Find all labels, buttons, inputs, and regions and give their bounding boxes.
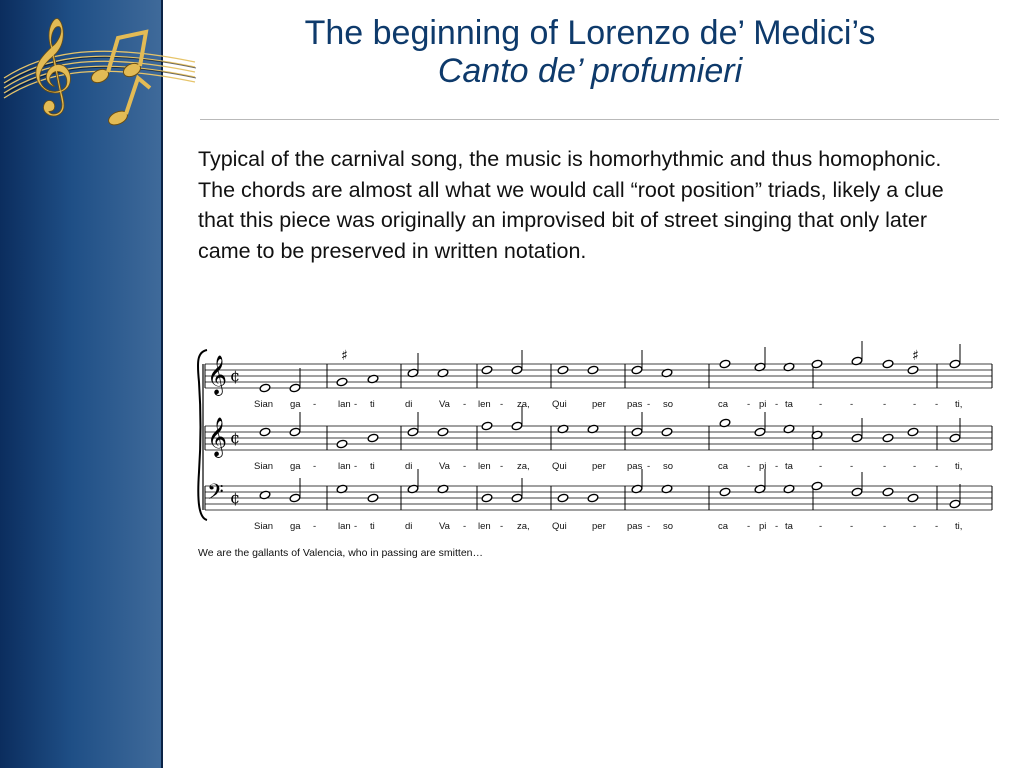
lyric-syllable: di xyxy=(405,461,413,472)
note-head xyxy=(259,427,271,437)
title-line-2: Canto de’ profumieri xyxy=(437,52,743,90)
note-head xyxy=(511,493,523,503)
bass-clef-icon: 𝄢 xyxy=(207,480,224,510)
lyric-syllable: per xyxy=(592,521,606,532)
lyric-syllable: Va xyxy=(439,521,450,532)
lyric-syllable: so xyxy=(663,521,674,532)
note-head xyxy=(367,493,379,503)
lyric-syllable: - xyxy=(850,521,854,532)
note-head xyxy=(949,433,961,443)
note-head xyxy=(336,377,348,387)
lyric-syllable: - xyxy=(500,461,504,472)
lyric-syllable: - xyxy=(935,521,939,532)
body-paragraph: Typical of the carnival song, the music is homorhythmic and thus homophonic. The chords are almost all what we would call “root position” triads, likely a clue that this piece was originally an improvised bit of street singing that only later came to be preserved in written notation. xyxy=(198,147,944,263)
note-head xyxy=(949,359,961,369)
lyric-syllable: za, xyxy=(517,521,530,532)
lyric-syllable: - xyxy=(883,461,887,472)
lyric-syllable: pas xyxy=(627,461,643,472)
lyric-syllable: lan xyxy=(338,399,351,410)
sharp-icon: ♯ xyxy=(341,348,348,364)
time-signature: ¢ xyxy=(230,428,241,447)
lyric-syllable: ti xyxy=(370,521,375,532)
lyric-syllable: - xyxy=(883,521,887,532)
lyric-syllable: len xyxy=(478,399,491,410)
lyric-syllable: - xyxy=(935,461,939,472)
note-head xyxy=(907,493,919,503)
lyric-syllable: - xyxy=(850,461,854,472)
note-head xyxy=(289,493,301,503)
note-head xyxy=(367,433,379,443)
note-head xyxy=(882,359,894,369)
lyric-syllable: Qui xyxy=(552,521,567,532)
lyric-syllable: Qui xyxy=(552,399,567,410)
lyric-syllable: - xyxy=(313,521,317,532)
time-signature: ¢ xyxy=(230,366,241,385)
note-head xyxy=(557,493,569,503)
lyric-syllable: lan xyxy=(338,521,351,532)
lyric-syllable: len xyxy=(478,521,491,532)
note-head xyxy=(851,433,863,443)
lyric-syllable: - xyxy=(913,521,917,532)
lyric-syllable: - xyxy=(313,399,317,410)
lyric-syllable: pi xyxy=(759,521,767,532)
lyric-syllable: Sian xyxy=(254,521,274,532)
lyric-syllable: - xyxy=(850,399,854,410)
lyric-syllable: ti, xyxy=(955,399,963,410)
lyric-syllable: so xyxy=(663,461,674,472)
lyric-syllable: - xyxy=(500,521,504,532)
lyric-syllable: - xyxy=(354,461,358,472)
lyric-syllable: - xyxy=(819,521,823,532)
lyric-syllable: - xyxy=(775,399,779,410)
lyric-syllable: ca xyxy=(718,521,729,532)
lyric-syllable: - xyxy=(747,461,751,472)
lyric-syllable: pi xyxy=(759,461,767,472)
lyric-syllable: - xyxy=(647,461,651,472)
lyric-syllable: - xyxy=(935,399,939,410)
note-head xyxy=(631,427,643,437)
lyric-syllable: - xyxy=(354,399,358,410)
note-head xyxy=(511,421,523,431)
note-head xyxy=(719,359,731,369)
title-line-1: The beginning of Lorenzo de’ Medici’s xyxy=(304,14,876,52)
note-head xyxy=(631,365,643,375)
note-head xyxy=(882,433,894,443)
note-head xyxy=(851,487,863,497)
treble-clef-icon: 𝄞 xyxy=(207,417,228,457)
translation-caption: We are the gallants of Valencia, who in passing are smitten… xyxy=(198,547,484,559)
lyric-syllable: - xyxy=(775,521,779,532)
lyric-syllable: ti xyxy=(370,461,375,472)
lyric-syllable: Sian xyxy=(254,399,274,410)
lyric-syllable: ti, xyxy=(955,461,963,472)
time-signature: ¢ xyxy=(230,488,241,507)
note-head xyxy=(907,365,919,375)
lyric-syllable: - xyxy=(313,461,317,472)
treble-clef-icon: 𝄞 xyxy=(207,355,228,395)
lyric-syllable: per xyxy=(592,461,606,472)
lyric-syllable: - xyxy=(819,399,823,410)
note-head xyxy=(661,427,673,437)
note-head xyxy=(289,383,301,393)
lyric-syllable: - xyxy=(354,521,358,532)
lyric-syllable: - xyxy=(747,399,751,410)
note-head xyxy=(587,365,599,375)
slide-title xyxy=(200,14,980,90)
lyric-syllable: lan xyxy=(338,461,351,472)
note-head xyxy=(907,427,919,437)
lyric-syllable: - xyxy=(647,521,651,532)
note-head xyxy=(511,365,523,375)
lyric-syllable: - xyxy=(463,399,467,410)
lyric-syllable: ga xyxy=(290,399,301,410)
lyric-syllable: Va xyxy=(439,461,450,472)
lyric-syllable: di xyxy=(405,521,413,532)
lyric-syllable: - xyxy=(463,521,467,532)
lyric-syllable: ga xyxy=(290,461,301,472)
lyric-syllable: Va xyxy=(439,399,450,410)
lyric-syllable: pas xyxy=(627,521,643,532)
lyric-syllable: len xyxy=(478,461,491,472)
lyric-syllable: per xyxy=(592,399,606,410)
note-head xyxy=(587,493,599,503)
lyric-syllable: ta xyxy=(785,399,793,410)
music-score xyxy=(195,342,995,532)
note-head xyxy=(719,487,731,497)
lyric-syllable: di xyxy=(405,399,413,410)
lyric-syllable: ta xyxy=(785,461,793,472)
music-notes-decoration xyxy=(0,0,200,130)
note-head xyxy=(407,427,419,437)
lyric-syllable: ti xyxy=(370,399,375,410)
note-head xyxy=(882,487,894,497)
lyric-syllable: - xyxy=(747,521,751,532)
lyric-syllable: - xyxy=(913,399,917,410)
note-head xyxy=(289,427,301,437)
lyric-syllable: Sian xyxy=(254,461,274,472)
lyric-syllable: ga xyxy=(290,521,301,532)
sharp-icon: ♯ xyxy=(912,348,919,364)
note-head xyxy=(949,499,961,509)
lyric-syllable: Qui xyxy=(552,461,567,472)
note-head xyxy=(336,439,348,449)
note-head xyxy=(259,383,271,393)
lyric-syllable: - xyxy=(883,399,887,410)
lyric-syllable: - xyxy=(775,461,779,472)
note-head xyxy=(754,427,766,437)
lyric-syllable: za, xyxy=(517,461,530,472)
lyric-syllable: ti, xyxy=(955,521,963,532)
lyric-syllable: - xyxy=(647,399,651,410)
treble-clef-icon: 𝄞 xyxy=(26,17,75,112)
lyric-syllable: ca xyxy=(718,461,729,472)
lyric-syllable: - xyxy=(819,461,823,472)
note-head xyxy=(811,481,823,491)
note-head xyxy=(481,365,493,375)
note-head xyxy=(481,421,493,431)
lyric-syllable: za, xyxy=(517,399,530,410)
title-divider xyxy=(200,119,999,120)
lyric-syllable: - xyxy=(463,461,467,472)
lyric-syllable: - xyxy=(500,399,504,410)
note-head xyxy=(811,359,823,369)
lyric-syllable: ca xyxy=(718,399,729,410)
lyric-syllable: pi xyxy=(759,399,767,410)
lyric-syllable: so xyxy=(663,399,674,410)
note-head xyxy=(557,365,569,375)
lyric-syllable: - xyxy=(913,461,917,472)
lyric-syllable: ta xyxy=(785,521,793,532)
note-head xyxy=(437,427,449,437)
note-head xyxy=(481,493,493,503)
lyric-syllable: pas xyxy=(627,399,643,410)
